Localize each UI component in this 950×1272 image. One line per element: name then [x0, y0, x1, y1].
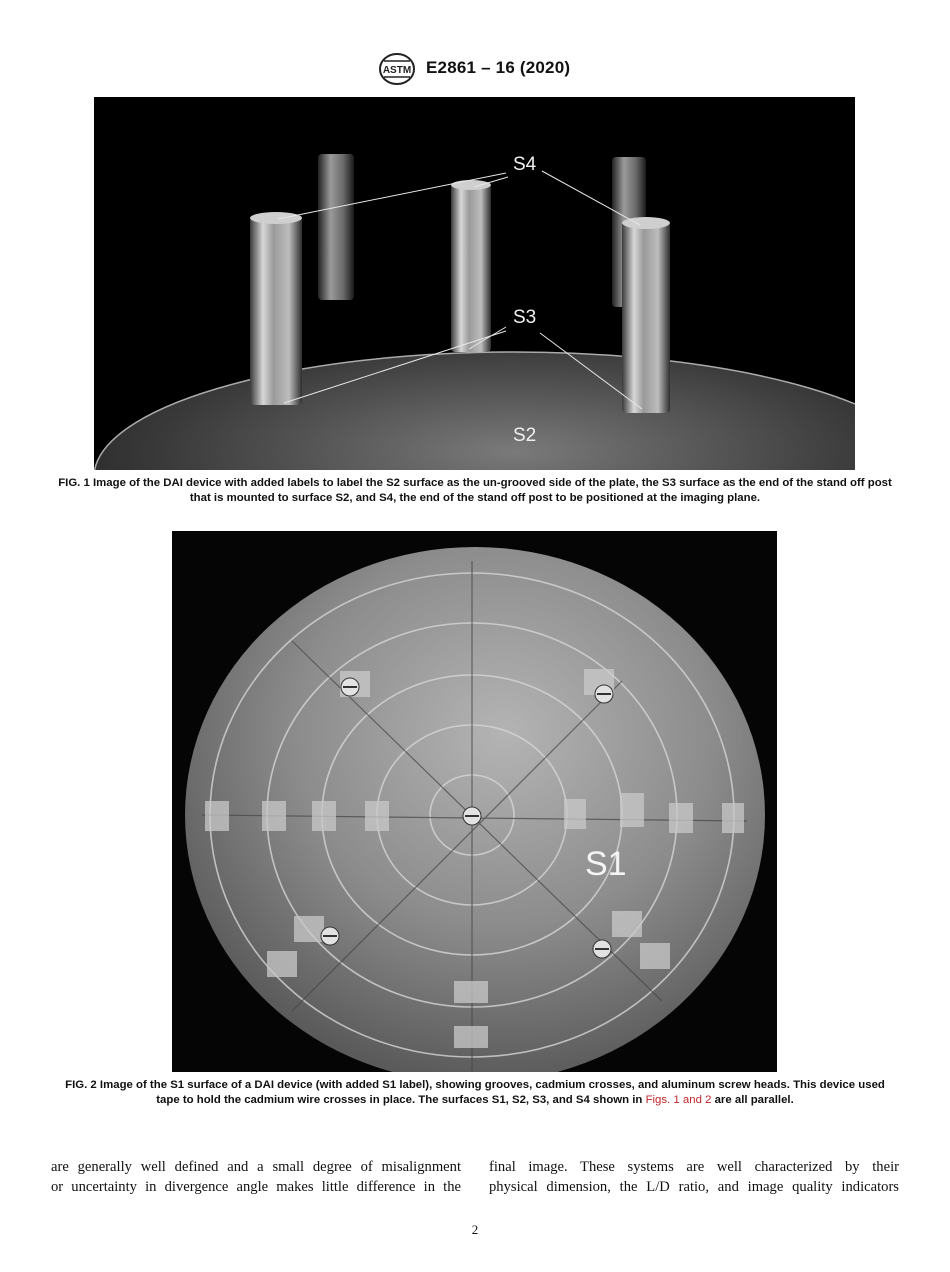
figure-2-caption [52, 1078, 898, 1108]
body-column-right [489, 1157, 899, 1197]
document-id: E2861 – 16 (2020) [426, 58, 571, 77]
body-line: physical dimension, the L/D ratio, and image quality indicators [489, 1179, 899, 1195]
figure-2-photo [172, 531, 777, 1072]
figure-2-caption-tail: are all parallel. [714, 1094, 794, 1106]
body-line: are generally well defined and a small degree of misalignment [51, 1159, 461, 1175]
dai-device-s1-surface-image [172, 531, 777, 1072]
body-line: or uncertainty in divergence angle makes little difference in the [51, 1179, 461, 1195]
body-line: final image. These systems are well characterized by their [489, 1159, 899, 1175]
figures-1-2-link[interactable]: Figs. 1 and 2 [645, 1094, 712, 1106]
post-front-right [622, 221, 670, 413]
label-s3: S3 [513, 307, 537, 328]
post-front-left [250, 217, 302, 405]
figure-1-photo [94, 97, 855, 470]
post-back-left [318, 154, 354, 300]
body-column-left [51, 1157, 461, 1197]
figure-2-caption-text: FIG. 2 Image of the S1 surface of a DAI device (with added S1 label), showing grooves, cadmium crosses, and aluminum screw heads. This device used tape to hold the cadmium wire crosses in place. The surfaces S1, S2, S3, and S4 shown in [65, 1079, 885, 1106]
dai-device-posts-image [94, 97, 855, 470]
astm-logo-icon [378, 52, 416, 86]
label-s2: S2 [513, 425, 537, 446]
label-s1: S1 [585, 845, 627, 883]
figure-1-caption: FIG. 1 Image of the DAI device with added labels to label the S2 surface as the un-grooved side of the plate, the S3 surface as the end of the stand off post that is mounted to surface S2, and S4, the end of the stand off post to be positioned at the imaging plane. [58, 477, 892, 504]
label-s4: S4 [513, 154, 537, 175]
page-header [0, 52, 950, 86]
page-number: 2 [471, 1222, 479, 1237]
post-front-center [451, 184, 491, 352]
svg-text:ASTM: ASTM [382, 65, 412, 76]
